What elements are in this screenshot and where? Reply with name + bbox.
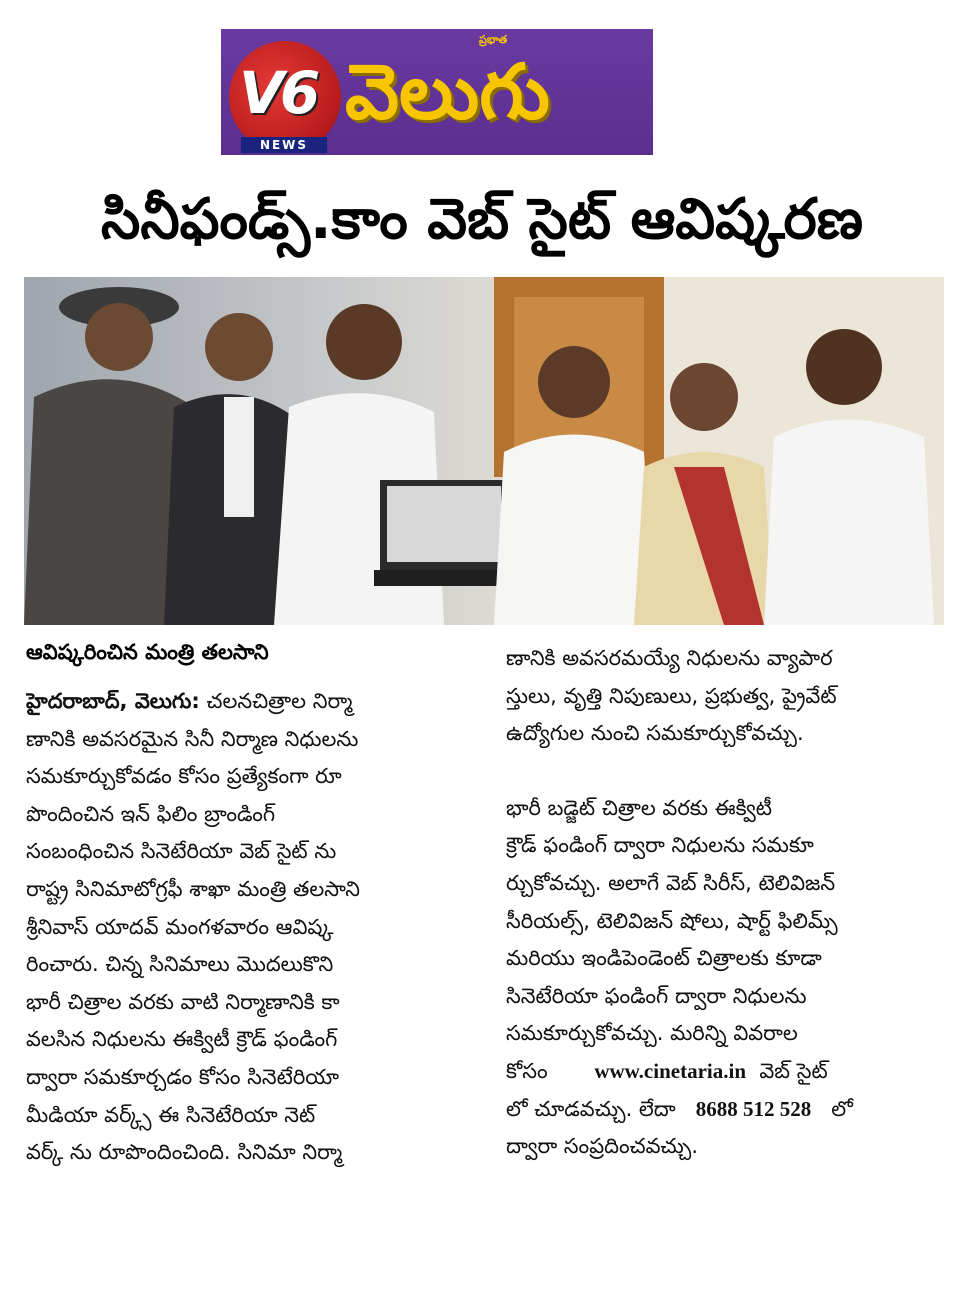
- article-line: సంబంధించిన సినెటేరియా వెబ్ సైట్ ను: [26, 839, 337, 864]
- phone-suffix: లో: [831, 1096, 853, 1121]
- website-link[interactable]: www.cinetaria.in: [594, 1058, 746, 1083]
- brand-name: వెలుగు: [345, 47, 550, 136]
- article-line: ణానికి అవసరమయ్యే నిధులను వ్యాపార: [506, 646, 833, 670]
- article-line: క్రౌడ్ ఫండింగ్ ద్వారా నిధులను సమకూ: [506, 833, 814, 858]
- article-line: సమకూర్చుకోవచ్చు. మరిన్ని వివరాల: [506, 1021, 798, 1046]
- dateline: హైదరాబాద్, వెలుగు:: [26, 689, 200, 713]
- article-column-right: [506, 640, 942, 1166]
- article-line: ద్వారా సమకూర్చడం కోసం సినెటేరియా: [26, 1064, 340, 1089]
- brand-tag: ప్రభాత: [479, 33, 508, 46]
- phone-prefix: లో చూడవచ్చు. లేదా: [506, 1096, 676, 1121]
- article-line: సమకూర్చుకోవడం కోసం ప్రత్యేకంగా రూ: [26, 764, 342, 789]
- article-line: వలసిన నిధులను ఈక్విటీ క్రౌడ్ ఫండింగ్: [26, 1027, 338, 1052]
- page-title: సినీఫండ్స్.కాం వెబ్ సైట్ ఆవిష్కరణ: [101, 187, 863, 252]
- news-photo: [24, 277, 944, 625]
- article-line: ద్వారా సంప్రదించవచ్చు.: [506, 1134, 698, 1159]
- masthead-logo: [221, 29, 653, 155]
- article-line: రించారు. చిన్న సినిమాలు మొదలుకొని: [26, 952, 334, 977]
- article-line: మరియు ఇండిపెండెంట్ చిత్రాలకు కూడా: [506, 946, 822, 971]
- web-suffix: వెబ్ సైట్: [759, 1058, 828, 1083]
- article-line: పొందించిన ఇన్ ఫిలిం బ్రాండింగ్: [26, 801, 276, 826]
- phone-number[interactable]: 8688 512 528: [695, 1096, 812, 1121]
- article-line: ణానికి అవసరమైన సినీ నిర్మాణ నిధులను: [26, 726, 359, 751]
- phone-line: [506, 1091, 942, 1129]
- article-line: ర్చుకోవచ్చు. అలాగే వెబ్ సిరీస్, టెలివిజన్: [506, 870, 836, 895]
- paragraph-gap: [506, 753, 942, 790]
- v6-logo-text: V6: [239, 59, 317, 127]
- article-line: రాష్ట్ర సినిమాటోగ్రఫీ శాఖా మంత్రి తలసాని: [26, 876, 361, 901]
- article-line: భారీ బడ్జెట్ చిత్రాల వరకు ఈక్విటీ: [506, 795, 773, 820]
- article-subhead: ఆవిష్కరించిన మంత్రి తలసాని: [26, 640, 269, 664]
- article-line: వర్క్ ను రూపొందించింది. సినిమా నిర్మా: [26, 1140, 343, 1165]
- article-line: మీడియా వర్క్స్ ఈ సినెటేరియా నెట్: [26, 1102, 316, 1127]
- web-prefix: కోసం: [506, 1058, 548, 1083]
- article-column-left: [26, 683, 468, 1172]
- article-line: ఉద్యోగుల నుంచి సమకూర్చుకోవచ్చు.: [506, 721, 804, 746]
- news-badge: NEWS: [241, 137, 327, 153]
- website-line: [506, 1053, 942, 1091]
- article-line: సీరియల్స్, టెలివిజన్ షోలు, షార్ట్ ఫిలిమ్స్: [506, 908, 838, 933]
- article-line: సినెటేరియా ఫండింగ్ ద్వారా నిధులను: [506, 983, 807, 1008]
- article-line: భారీ చిత్రాల వరకు వాటి నిర్మాణానికి కా: [26, 989, 340, 1014]
- article-line: శ్రీనివాస్ యాదవ్ మంగళవారం ఆవిష్క: [26, 914, 334, 939]
- article-line: స్తులు, వృత్తి నిపుణులు, ప్రభుత్వ, ప్రైవేట్: [506, 683, 837, 708]
- article-text: చలనచిత్రాల నిర్మా: [199, 689, 353, 713]
- article-line: [26, 683, 468, 721]
